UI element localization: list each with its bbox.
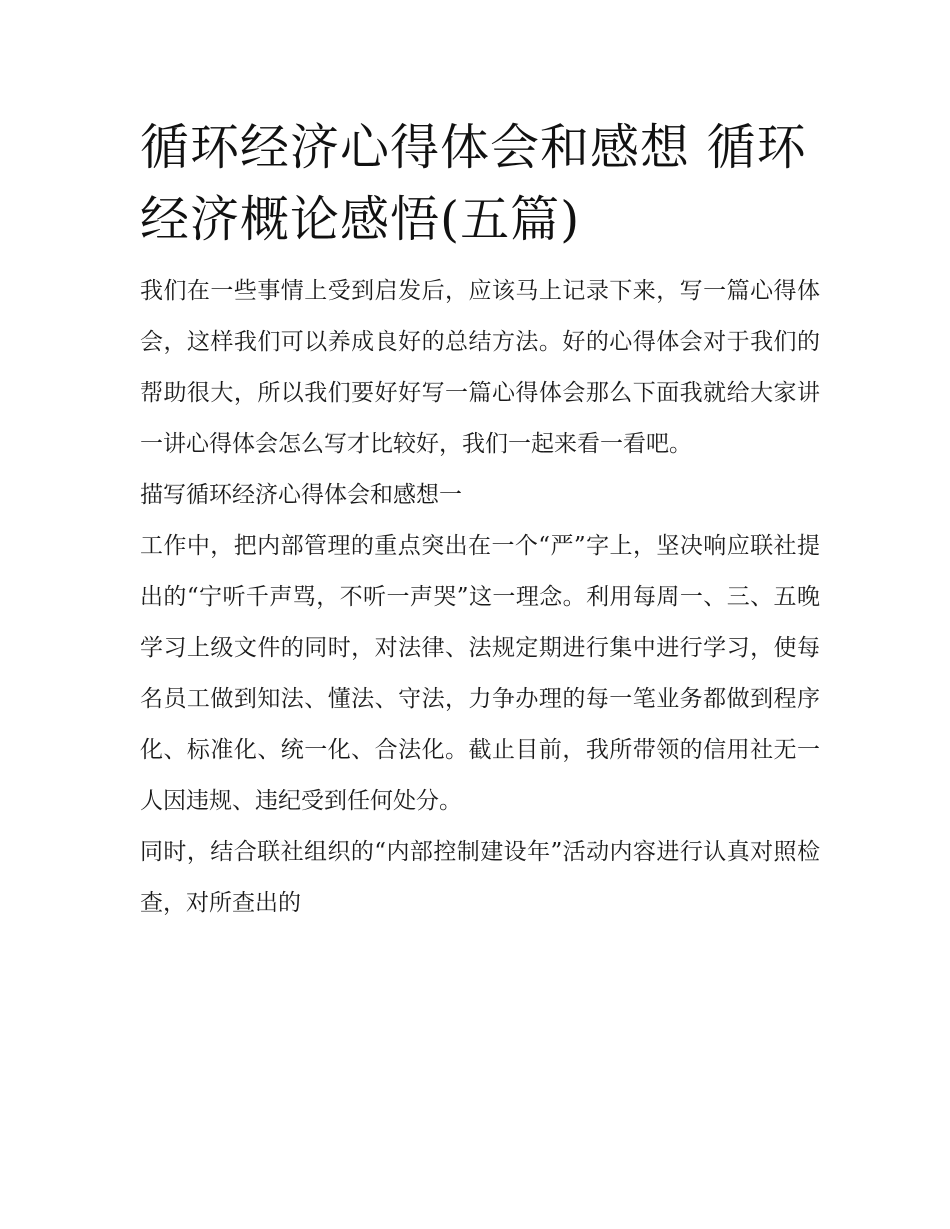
paragraph-body: 工作中，把内部管理的重点突出在一个“严”字上，坚决响应联社提出的“宁听千声骂，不听一声哭”这一理念。利用每周一、三、五晚学习上级文件的同时，对法律、法规定期进行集中进行学习，使每名员工做到知法、懂法、守法，力争办理的每一笔业务都做到程序化、标准化、统一化、合法化。截止目前，我所带领的信用社无一人因违规、违纪受到任何处分。 — [140, 533, 820, 814]
document-content — [140, 112, 820, 929]
document-title: 循环经济心得体会和感想 循环经济概论感悟(五篇) — [140, 119, 807, 248]
paragraph-intro: 我们在一些事情上受到启发后，应该马上记录下来，写一篇心得体会，这样我们可以养成良好的总结方法。好的心得体会对于我们的帮助很大，所以我们要好好写一篇心得体会那么下面我就给大家讲一讲心得体会怎么写才比较好，我们一起来看一看吧。 — [140, 278, 820, 457]
section-heading: 描写循环经济心得体会和感想一 — [140, 482, 462, 508]
paragraph-continued: 同时，结合联社组织的“内部控制建设年”活动内容进行认真对照检查，对所查出的 — [140, 839, 820, 916]
